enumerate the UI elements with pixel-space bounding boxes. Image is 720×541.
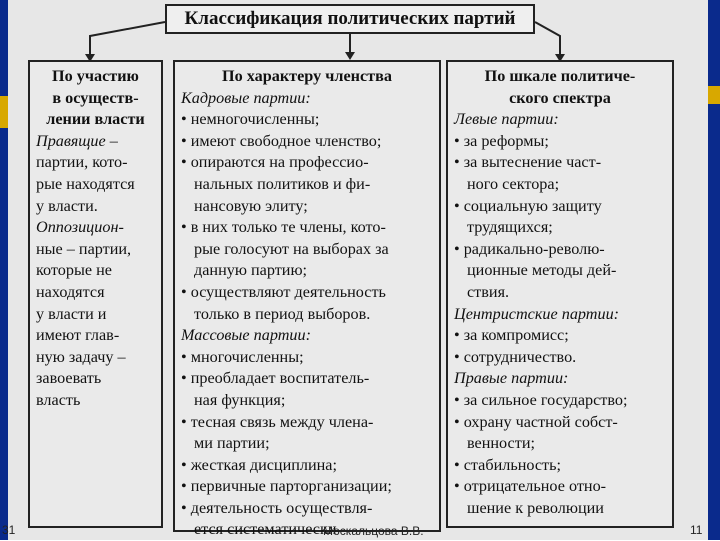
list-item: только в период выборов.	[194, 304, 371, 323]
column-heading: По шкале политиче-	[484, 67, 636, 85]
column-heading: По участию	[52, 67, 139, 85]
list-item: рые голосуют на выборах за	[194, 239, 389, 258]
list-item: нальных политиков и фи-	[194, 174, 371, 193]
list-item: • сотрудничество.	[454, 347, 577, 366]
list-item: у власти и	[36, 304, 107, 323]
list-item: нансовую элиту;	[194, 196, 308, 215]
list-item: завоевать	[36, 369, 102, 388]
footer-author: Москальцова В.В.	[323, 524, 424, 538]
category-label: Массовые партии:	[181, 326, 311, 345]
list-item: • опираются на профессио-	[181, 153, 369, 172]
list-item: ная функция;	[194, 390, 286, 409]
category-label: Кадровые партии:	[181, 88, 311, 107]
list-item: • социальную защиту	[454, 196, 602, 215]
list-item: • имеют свободное членство;	[181, 131, 382, 150]
column-by-membership	[173, 60, 441, 539]
list-item: • за вытеснение част-	[454, 153, 602, 172]
list-item: данную партию;	[194, 261, 308, 280]
column-by-political-spectrum	[446, 60, 674, 528]
list-item: • за сильное государство;	[454, 390, 628, 409]
category-label: Оппозицион-	[36, 218, 124, 237]
list-item: • осуществляют деятельность	[181, 282, 386, 301]
slide-number: 11	[690, 523, 703, 537]
list-item: ного сектора;	[467, 174, 560, 193]
category-label: Левые партии:	[454, 110, 559, 129]
list-item: ется систематически	[194, 520, 337, 539]
list-item: рые находятся	[36, 174, 135, 193]
list-item: у власти.	[36, 196, 98, 215]
footer-date: 31	[2, 523, 16, 537]
list-item: венности;	[467, 434, 535, 453]
list-item: ную задачу –	[36, 347, 126, 366]
list-item: ми партии;	[194, 434, 270, 453]
column-heading: ского спектра	[509, 88, 611, 107]
list-item: • за реформы;	[454, 131, 549, 150]
list-item: ные – партии,	[36, 239, 132, 258]
category-label: Центристские партии:	[454, 304, 620, 323]
list-item: • радикально-револю-	[454, 239, 605, 258]
arrow-left	[90, 22, 165, 56]
column-heading: По характеру членства	[222, 67, 392, 85]
list-item: власть	[36, 390, 81, 409]
list-item: • охрану частной собст-	[454, 412, 618, 431]
list-item: • отрицательное отно-	[454, 477, 607, 496]
category-label: Правящие –	[36, 131, 118, 150]
list-item: трудящихся;	[467, 218, 553, 237]
list-item: • первичные парторганизации;	[181, 477, 392, 496]
list-item: • жесткая дисциплина;	[181, 455, 337, 474]
list-item: • деятельность осуществля-	[181, 498, 373, 517]
list-item: находятся	[36, 282, 105, 301]
list-item: • многочисленны;	[181, 347, 304, 366]
list-item: ствия.	[467, 282, 510, 301]
list-item: • за компромисс;	[454, 326, 569, 345]
category-label: Правые партии:	[454, 369, 569, 388]
column-heading: в осуществ-	[52, 88, 139, 107]
list-item: • тесная связь между члена-	[181, 412, 374, 431]
list-item: которые не	[36, 261, 112, 280]
list-item: • немногочисленны;	[181, 110, 320, 129]
column-by-power-participation	[28, 60, 163, 528]
list-item: ционные методы дей-	[467, 261, 617, 280]
diagram-title: Классификация политических партий	[165, 4, 535, 34]
arrowhead-center	[345, 52, 355, 60]
list-item: • в них только те члены, кото-	[181, 218, 386, 237]
list-item: партии, кото-	[36, 153, 128, 172]
list-item: • преобладает воспитатель-	[181, 369, 370, 388]
arrow-right	[535, 22, 560, 56]
list-item: шение к революции	[467, 498, 604, 517]
list-item: имеют глав-	[36, 326, 120, 345]
column-heading: лении власти	[46, 110, 145, 129]
list-item: • стабильность;	[454, 455, 562, 474]
